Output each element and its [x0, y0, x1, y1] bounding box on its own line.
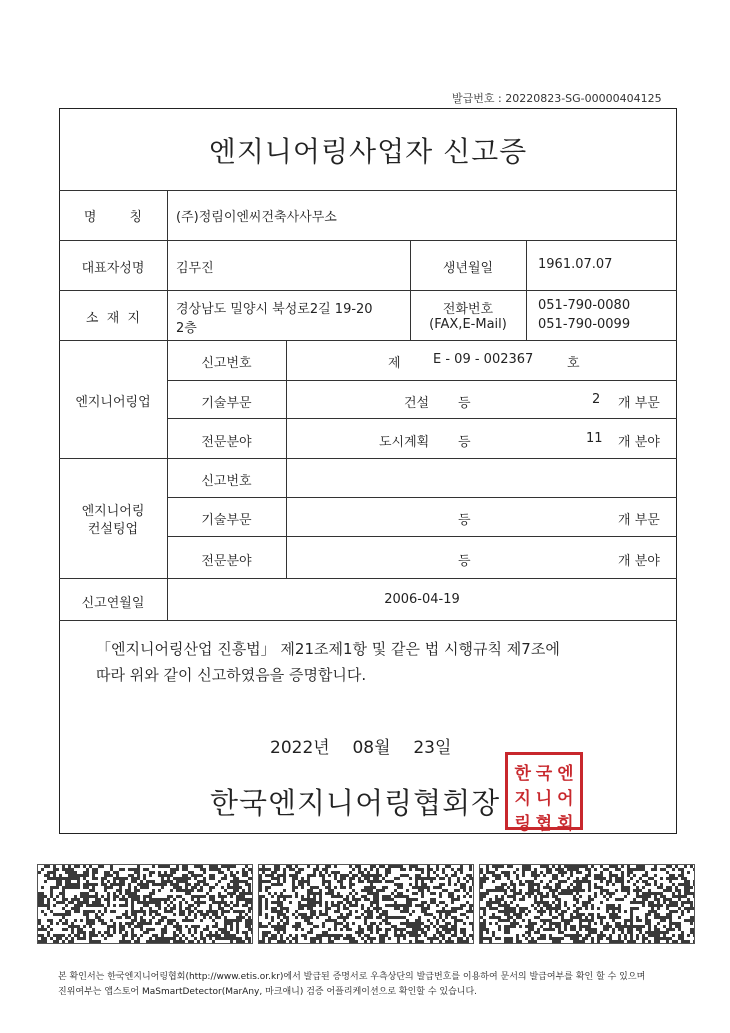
birth-date-value: 1961.07.07: [538, 257, 613, 272]
representative-label: 대표자성명: [81, 261, 145, 276]
seal-glyph: 링: [514, 814, 531, 834]
seal-glyph: 국: [535, 764, 553, 784]
verification-code-2: [258, 864, 474, 944]
con-specialty-etc: 등: [458, 554, 471, 569]
con-specialty-label: 전문분야: [201, 554, 252, 569]
issue-date: 2022년 08월 23일: [270, 738, 452, 758]
seal-glyph: 지: [514, 789, 531, 809]
birth-date-label: 생년월일: [442, 261, 494, 276]
engineering-business-label: 엔지니어링업: [75, 395, 151, 410]
representative-name: 김무진: [176, 261, 214, 276]
eng-specialty-label: 전문분야: [201, 435, 252, 450]
name-label: 명 칭: [83, 210, 143, 225]
con-tech-dept-unit: 개 부문: [618, 513, 660, 528]
con-tech-dept-etc: 등: [458, 513, 471, 528]
report-date-label: 신고연월일: [81, 596, 145, 611]
verification-code-3: [479, 864, 695, 944]
address-line1: 경상남도 밀양시 북성로2길 19-20: [176, 302, 373, 317]
eng-specialty-unit: 개 분야: [618, 435, 660, 450]
eng-specialty-etc: 등: [458, 435, 471, 450]
official-seal: [505, 752, 583, 834]
company-name: (주)정림이엔씨건축사사무소: [176, 210, 337, 225]
statement-line1: 「엔지니어링산업 진흥법」 제21조제1항 및 같은 법 시행규칙 제7조에: [96, 640, 560, 658]
eng-specialty-value: 도시계획: [379, 435, 430, 450]
con-specialty-unit: 개 분야: [618, 554, 660, 569]
report-date-value: 2006-04-19: [384, 592, 460, 607]
eng-tech-dept-unit: 개 부문: [618, 396, 660, 411]
con-tech-dept-label: 기술부문: [201, 513, 252, 528]
consulting-label-line1: 엔지니어링: [81, 504, 145, 519]
certificate-title: 엔지니어링사업자 신고증: [208, 135, 528, 168]
phone-label-line1: 전화번호: [442, 302, 494, 317]
fax-number: 051-790-0099: [538, 317, 631, 332]
seal-glyph: 한: [514, 764, 531, 784]
address-line2: 2층: [176, 321, 197, 336]
seal-glyph: 어: [557, 789, 574, 809]
eng-report-number-label: 신고번호: [201, 356, 252, 371]
seal-glyph: 협: [535, 814, 553, 834]
phone-label-line2: (FAX,E-Mail): [429, 317, 507, 332]
statement-line2: 따라 위와 같이 신고하였음을 증명합니다.: [96, 666, 367, 684]
con-report-number-label: 신고번호: [201, 474, 252, 489]
eng-specialty-count: 11: [586, 431, 603, 446]
consulting-label-line2: 컨설팅업: [87, 522, 139, 537]
notice-line2: 진위여부는 앱스토어 MaSmartDetector(MarAny, 마크애니) 검증 어플리케이션으로 확인할 수 있습니다.: [58, 987, 478, 997]
issue-number: 발급번호 : 20220823-SG-00000404125: [452, 92, 662, 105]
verification-notice: [58, 970, 645, 1000]
verification-code-1: [37, 864, 253, 944]
notice-line1: 본 확인서는 한국엔지니어링협회(http://www.etis.or.kr)에서 발급된 증명서로 우측상단의 발급번호를 이용하여 문서의 발급여부를 확인 할 수 있으며: [58, 972, 646, 982]
seal-glyph: 엔: [557, 764, 574, 784]
certification-statement: [96, 636, 656, 688]
eng-tech-dept-count: 2: [592, 392, 601, 407]
issuer-name: 한국엔지니어링협회장: [210, 786, 501, 820]
eng-report-number-suffix: 호: [567, 356, 580, 371]
phone-number: 051-790-0080: [538, 298, 631, 313]
seal-glyph: 회: [557, 814, 574, 834]
seal-characters: [512, 759, 576, 834]
eng-tech-dept-etc: 등: [458, 396, 471, 411]
eng-tech-dept-label: 기술부문: [201, 396, 252, 411]
eng-tech-dept-value: 건설: [404, 396, 430, 411]
seal-glyph: 니: [535, 789, 553, 809]
eng-report-number-prefix: 제: [388, 356, 401, 371]
eng-report-number: E - 09 - 002367: [433, 352, 534, 367]
address-label: 소 재 지: [85, 311, 141, 326]
